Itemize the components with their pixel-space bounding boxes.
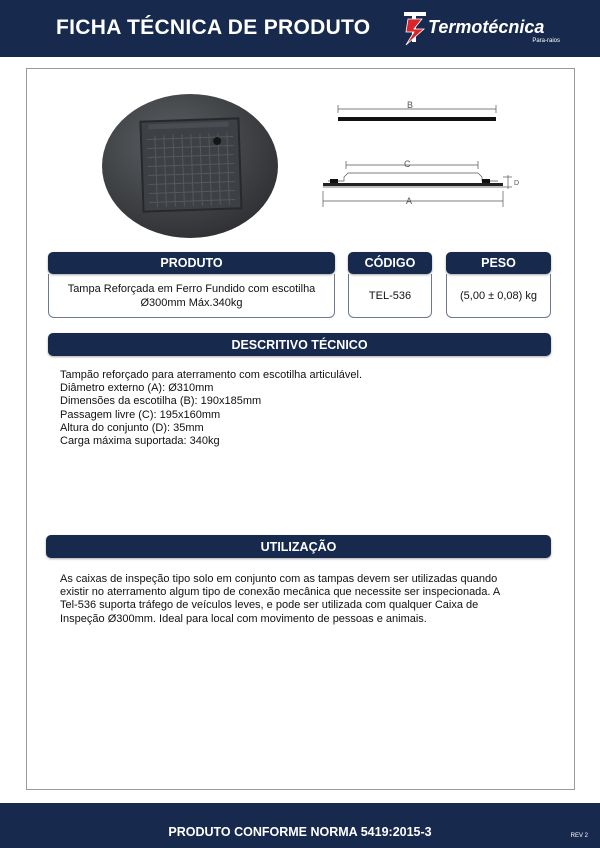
utilizacao-line: Tel-536 suporta tráfego de veículos leves, e pode ser utilizada com qualquer Caixa de (60, 599, 479, 612)
produto-description-line1: Tampa Reforçada em Ferro Fundido com escotilha (67, 282, 316, 295)
utilizacao-line: As caixas de inspeção tipo solo em conjunto com as tampas devem ser utilizadas quando (60, 573, 498, 585)
utilizacao-line: existir no aterramento algum tipo de conexão mecânica que necessite ser inspecionada. A (60, 586, 501, 599)
utilizacao-text (60, 573, 560, 626)
descritivo-line: Tampão reforçado para aterramento com escotilha articulável. (60, 369, 363, 381)
descritivo-line: Carga máxima suportada: 340kg (60, 435, 220, 448)
dimension-label-b: B (407, 100, 414, 110)
norma-statement: PRODUTO CONFORME NORMA 5419:2015-3 (168, 825, 432, 839)
produto-header: PRODUTO (48, 252, 335, 274)
page-title: FICHA TÉCNICA DE PRODUTO (56, 16, 371, 39)
utilizacao-header: UTILIZAÇÃO (46, 535, 551, 558)
peso-header: PESO (446, 252, 551, 274)
peso-cell (446, 274, 551, 318)
produto-cell (48, 274, 335, 318)
descritivo-line: Diâmetro externo (A): Ø310mm (60, 382, 214, 395)
codigo-cell (348, 274, 432, 318)
product-photo (100, 90, 280, 240)
header-bar (0, 0, 600, 57)
technical-drawing (318, 95, 528, 210)
descritivo-text (60, 369, 362, 448)
footer-bar (0, 803, 600, 848)
brand-tagline: Para-raios (532, 38, 560, 44)
produto-description-line2: Ø300mm Máx.340kg (140, 296, 243, 309)
codigo-header: CÓDIGO (348, 252, 432, 274)
brand-name: Termotécnica (428, 17, 545, 37)
descritivo-line: Altura do conjunto (D): 35mm (60, 421, 204, 434)
brand-logo (402, 9, 572, 49)
dimension-label-d: D (514, 180, 520, 187)
lightning-logo-icon (402, 9, 430, 47)
descritivo-line: Passagem livre (C): 195x160mm (60, 408, 221, 421)
dimension-label-a: A (406, 196, 413, 206)
revision-label: REV 2 (570, 833, 588, 839)
peso-value: (5,00 ± 0,08) kg (460, 289, 537, 302)
descritivo-line: Dimensões da escotilha (B): 190x185mm (60, 395, 262, 408)
codigo-value: TEL-536 (368, 289, 412, 302)
descritivo-header: DESCRITIVO TÉCNICO (48, 333, 551, 356)
utilizacao-line: Inspeção Ø300mm. Ideal para local com movimento de pessoas e animais. (60, 612, 427, 625)
dimension-label-c: C (404, 159, 411, 169)
